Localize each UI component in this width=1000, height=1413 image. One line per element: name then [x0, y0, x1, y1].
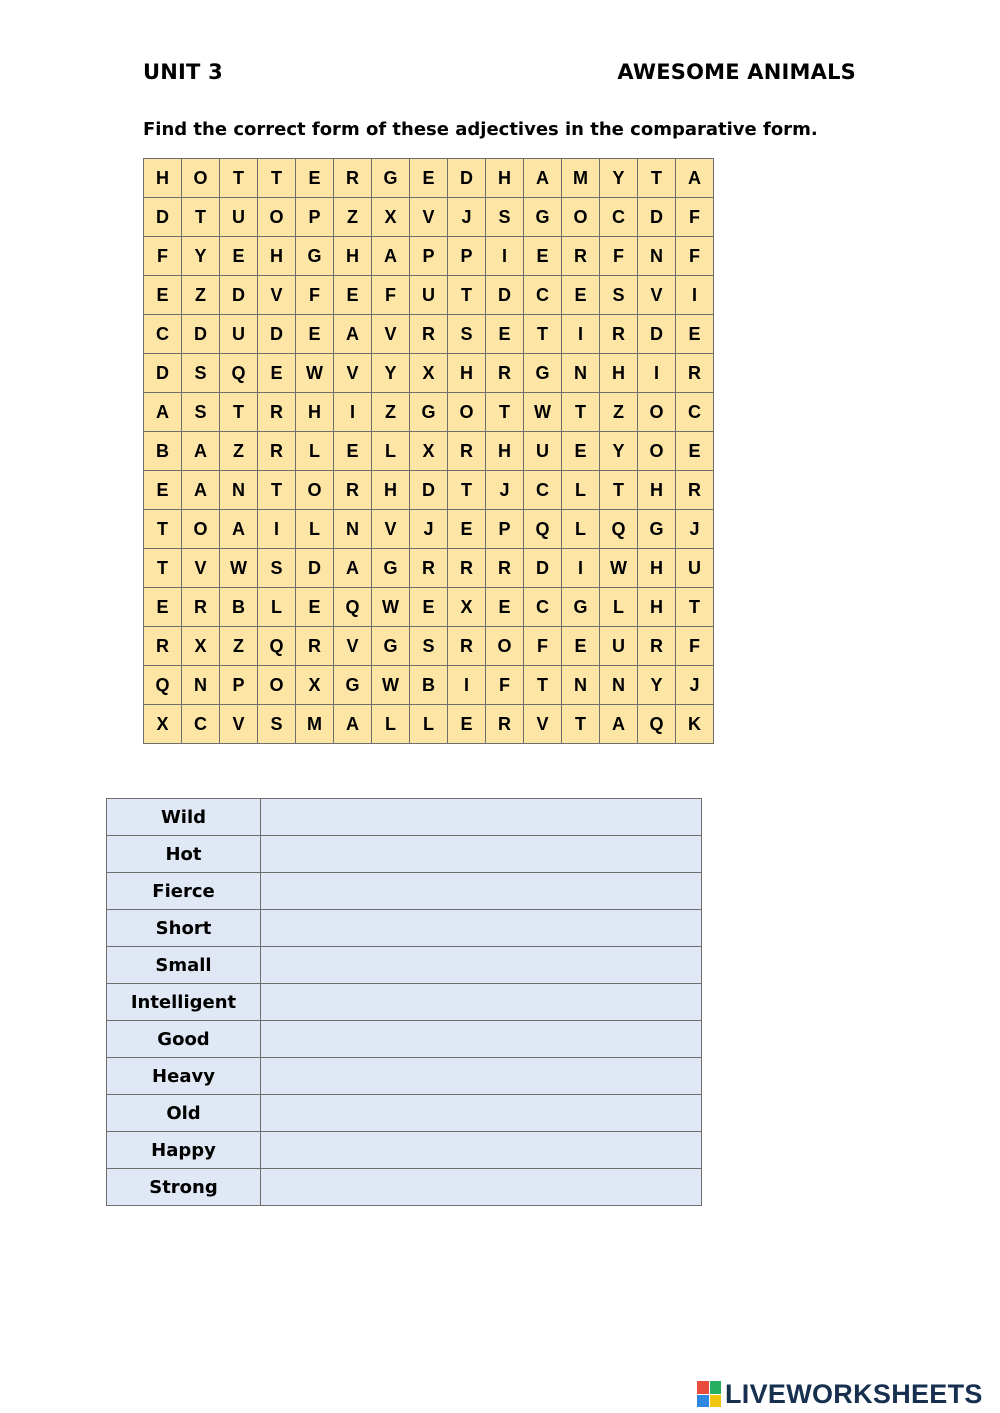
grid-letter[interactable]: F [676, 237, 714, 276]
grid-letter[interactable]: B [144, 432, 182, 471]
grid-letter[interactable]: T [448, 276, 486, 315]
grid-letter[interactable]: Y [638, 666, 676, 705]
grid-letter[interactable]: V [524, 705, 562, 744]
grid-letter[interactable]: E [296, 315, 334, 354]
grid-letter[interactable]: E [486, 315, 524, 354]
grid-letter[interactable]: Y [372, 354, 410, 393]
brand-name: LIVEWORKSHEETS [725, 1378, 983, 1409]
grid-letter[interactable]: R [676, 471, 714, 510]
grid-letter[interactable]: O [562, 198, 600, 237]
grid-letter[interactable]: X [296, 666, 334, 705]
grid-letter[interactable]: P [220, 666, 258, 705]
grid-letter[interactable]: L [562, 471, 600, 510]
adjective-label: Strong [107, 1169, 261, 1206]
grid-letter[interactable]: S [182, 393, 220, 432]
grid-letter[interactable]: Q [600, 510, 638, 549]
grid-letter[interactable]: Q [220, 354, 258, 393]
grid-letter[interactable]: I [676, 276, 714, 315]
grid-letter[interactable]: F [524, 627, 562, 666]
grid-letter[interactable]: P [410, 237, 448, 276]
grid-letter[interactable]: R [410, 315, 448, 354]
grid-letter[interactable]: F [372, 276, 410, 315]
grid-letter[interactable]: T [220, 159, 258, 198]
grid-letter[interactable]: E [410, 159, 448, 198]
grid-letter[interactable]: G [638, 510, 676, 549]
grid-letter[interactable]: F [600, 237, 638, 276]
grid-letter[interactable]: X [448, 588, 486, 627]
grid-letter[interactable]: F [676, 627, 714, 666]
grid-letter[interactable]: R [258, 393, 296, 432]
grid-row [144, 666, 714, 705]
grid-letter[interactable]: R [448, 627, 486, 666]
grid-letter[interactable]: A [334, 315, 372, 354]
grid-letter[interactable]: R [334, 471, 372, 510]
grid-letter[interactable]: Y [600, 159, 638, 198]
grid-letter[interactable]: V [372, 315, 410, 354]
grid-letter[interactable]: L [372, 432, 410, 471]
grid-letter[interactable]: A [600, 705, 638, 744]
grid-letter[interactable]: D [524, 549, 562, 588]
answer-row [107, 1169, 702, 1206]
grid-letter[interactable]: R [258, 432, 296, 471]
grid-letter[interactable]: N [334, 510, 372, 549]
grid-letter[interactable]: V [372, 510, 410, 549]
grid-letter[interactable]: P [296, 198, 334, 237]
grid-letter[interactable]: U [410, 276, 448, 315]
grid-row [144, 432, 714, 471]
grid-letter[interactable]: E [524, 237, 562, 276]
grid-letter[interactable]: W [524, 393, 562, 432]
answer-row [107, 836, 702, 873]
grid-letter[interactable]: V [182, 549, 220, 588]
grid-letter[interactable]: T [562, 705, 600, 744]
grid-letter[interactable]: A [334, 549, 372, 588]
grid-letter[interactable]: E [144, 276, 182, 315]
grid-letter[interactable]: H [372, 471, 410, 510]
grid-letter[interactable]: G [334, 666, 372, 705]
grid-letter[interactable]: T [448, 471, 486, 510]
grid-letter[interactable]: E [676, 432, 714, 471]
instruction-text: Find the correct form of these adjectives in the comparative form. [143, 119, 818, 140]
grid-letter[interactable]: I [486, 237, 524, 276]
grid-letter[interactable]: L [600, 588, 638, 627]
grid-letter[interactable]: J [676, 666, 714, 705]
grid-letter[interactable]: D [486, 276, 524, 315]
comparative-answer-field[interactable] [261, 1169, 702, 1206]
grid-letter[interactable]: Q [144, 666, 182, 705]
grid-letter[interactable]: E [486, 588, 524, 627]
grid-letter[interactable]: T [220, 393, 258, 432]
grid-letter[interactable]: T [258, 159, 296, 198]
grid-letter[interactable]: R [410, 549, 448, 588]
grid-letter[interactable]: H [638, 471, 676, 510]
grid-letter[interactable]: H [486, 159, 524, 198]
grid-letter[interactable]: H [296, 393, 334, 432]
grid-letter[interactable]: L [296, 510, 334, 549]
grid-letter[interactable]: G [410, 393, 448, 432]
adjective-label: Old [107, 1095, 261, 1132]
grid-letter[interactable]: L [410, 705, 448, 744]
grid-letter[interactable]: H [258, 237, 296, 276]
comparative-answer-field[interactable] [261, 799, 702, 836]
grid-letter[interactable]: I [562, 549, 600, 588]
grid-letter[interactable]: X [410, 432, 448, 471]
grid-letter[interactable]: X [144, 705, 182, 744]
grid-letter[interactable]: R [562, 237, 600, 276]
grid-letter[interactable]: G [372, 549, 410, 588]
grid-letter[interactable]: V [410, 198, 448, 237]
grid-letter[interactable]: M [562, 159, 600, 198]
grid-letter[interactable]: S [182, 354, 220, 393]
comparative-answer-field[interactable] [261, 1021, 702, 1058]
grid-letter[interactable]: R [448, 549, 486, 588]
grid-letter[interactable]: T [524, 666, 562, 705]
grid-letter[interactable]: M [296, 705, 334, 744]
grid-letter[interactable]: D [448, 159, 486, 198]
grid-letter[interactable]: W [220, 549, 258, 588]
grid-letter[interactable]: D [220, 276, 258, 315]
grid-row [144, 549, 714, 588]
grid-letter[interactable]: X [372, 198, 410, 237]
grid-letter[interactable]: S [448, 315, 486, 354]
grid-letter[interactable]: V [638, 276, 676, 315]
grid-letter[interactable]: Z [182, 276, 220, 315]
grid-letter[interactable]: G [562, 588, 600, 627]
grid-row [144, 159, 714, 198]
grid-letter[interactable]: B [220, 588, 258, 627]
grid-letter[interactable]: J [410, 510, 448, 549]
grid-letter[interactable]: S [410, 627, 448, 666]
grid-letter[interactable]: Z [220, 432, 258, 471]
grid-letter[interactable]: O [258, 666, 296, 705]
grid-letter[interactable]: A [182, 432, 220, 471]
grid-letter[interactable]: S [486, 198, 524, 237]
grid-letter[interactable]: D [144, 198, 182, 237]
grid-row [144, 237, 714, 276]
liveworksheets-brand [697, 1377, 983, 1411]
grid-letter[interactable]: E [562, 432, 600, 471]
grid-letter[interactable]: N [600, 666, 638, 705]
grid-letter[interactable]: N [562, 354, 600, 393]
grid-letter[interactable]: Z [220, 627, 258, 666]
grid-letter[interactable]: E [562, 627, 600, 666]
grid-letter[interactable]: A [220, 510, 258, 549]
grid-letter[interactable]: Z [372, 393, 410, 432]
grid-letter[interactable]: R [182, 588, 220, 627]
comparative-answer-field[interactable] [261, 873, 702, 910]
grid-letter[interactable]: G [296, 237, 334, 276]
grid-letter[interactable]: L [372, 705, 410, 744]
grid-letter[interactable]: P [448, 237, 486, 276]
comparative-answer-field[interactable] [261, 947, 702, 984]
grid-letter[interactable]: Q [258, 627, 296, 666]
comparative-answer-field[interactable] [261, 1058, 702, 1095]
grid-letter[interactable]: E [258, 354, 296, 393]
grid-letter[interactable]: T [258, 471, 296, 510]
grid-letter[interactable]: H [638, 549, 676, 588]
grid-letter[interactable]: B [410, 666, 448, 705]
grid-letter[interactable]: R [486, 354, 524, 393]
grid-letter[interactable]: I [258, 510, 296, 549]
grid-letter[interactable]: O [258, 198, 296, 237]
grid-letter[interactable]: T [600, 471, 638, 510]
grid-letter[interactable]: C [524, 588, 562, 627]
grid-letter[interactable]: R [676, 354, 714, 393]
grid-letter[interactable]: U [600, 627, 638, 666]
grid-letter[interactable]: E [448, 705, 486, 744]
grid-letter[interactable]: E [144, 471, 182, 510]
grid-letter[interactable]: F [144, 237, 182, 276]
answers-table [106, 798, 702, 1206]
grid-letter[interactable]: L [296, 432, 334, 471]
adjective-label: Happy [107, 1132, 261, 1169]
grid-letter[interactable]: A [372, 237, 410, 276]
grid-letter[interactable]: Z [334, 198, 372, 237]
grid-letter[interactable]: T [562, 393, 600, 432]
grid-letter[interactable]: T [486, 393, 524, 432]
answer-row [107, 1058, 702, 1095]
adjective-label: Intelligent [107, 984, 261, 1021]
grid-letter[interactable]: K [676, 705, 714, 744]
grid-letter[interactable]: V [334, 354, 372, 393]
grid-letter[interactable]: U [676, 549, 714, 588]
grid-letter[interactable]: C [524, 276, 562, 315]
comparative-answer-field[interactable] [261, 1095, 702, 1132]
grid-letter[interactable]: W [296, 354, 334, 393]
grid-letter[interactable]: L [258, 588, 296, 627]
topic-title: AWESOME ANIMALS [617, 60, 856, 84]
adjective-label: Fierce [107, 873, 261, 910]
grid-letter[interactable]: A [524, 159, 562, 198]
grid-letter[interactable]: E [296, 159, 334, 198]
grid-letter[interactable]: H [448, 354, 486, 393]
grid-letter[interactable]: T [144, 549, 182, 588]
grid-letter[interactable]: A [334, 705, 372, 744]
grid-letter[interactable]: Z [600, 393, 638, 432]
grid-letter[interactable]: D [144, 354, 182, 393]
grid-letter[interactable]: T [638, 159, 676, 198]
answer-row [107, 1095, 702, 1132]
grid-row [144, 354, 714, 393]
grid-letter[interactable]: O [638, 432, 676, 471]
grid-letter[interactable]: E [144, 588, 182, 627]
grid-letter[interactable]: J [676, 510, 714, 549]
grid-letter[interactable]: D [296, 549, 334, 588]
grid-letter[interactable]: D [182, 315, 220, 354]
comparative-answer-field[interactable] [261, 836, 702, 873]
grid-letter[interactable]: N [182, 666, 220, 705]
grid-letter[interactable]: R [334, 159, 372, 198]
grid-letter[interactable]: Y [182, 237, 220, 276]
grid-letter[interactable]: I [638, 354, 676, 393]
word-search-grid [143, 158, 714, 744]
grid-letter[interactable]: L [562, 510, 600, 549]
grid-row [144, 393, 714, 432]
grid-letter[interactable]: W [600, 549, 638, 588]
grid-letter[interactable]: R [144, 627, 182, 666]
grid-letter[interactable]: E [334, 432, 372, 471]
grid-letter[interactable]: N [638, 237, 676, 276]
comparative-answer-field[interactable] [261, 984, 702, 1021]
grid-letter[interactable]: T [524, 315, 562, 354]
grid-letter[interactable]: Q [334, 588, 372, 627]
answer-row [107, 873, 702, 910]
answer-row [107, 910, 702, 947]
grid-letter[interactable]: G [372, 627, 410, 666]
adjective-label: Hot [107, 836, 261, 873]
grid-letter[interactable]: I [334, 393, 372, 432]
grid-letter[interactable]: I [562, 315, 600, 354]
grid-letter[interactable]: G [524, 198, 562, 237]
answer-row [107, 799, 702, 836]
grid-letter[interactable]: P [486, 510, 524, 549]
grid-letter[interactable]: O [448, 393, 486, 432]
grid-letter[interactable]: I [448, 666, 486, 705]
grid-letter[interactable]: E [220, 237, 258, 276]
grid-letter[interactable]: G [524, 354, 562, 393]
adjective-label: Small [107, 947, 261, 984]
grid-letter[interactable]: Q [524, 510, 562, 549]
grid-letter[interactable]: O [486, 627, 524, 666]
grid-letter[interactable]: C [182, 705, 220, 744]
grid-row [144, 705, 714, 744]
grid-letter[interactable]: W [372, 666, 410, 705]
grid-letter[interactable]: J [486, 471, 524, 510]
grid-letter[interactable]: E [296, 588, 334, 627]
grid-letter[interactable]: C [600, 198, 638, 237]
grid-letter[interactable]: O [638, 393, 676, 432]
grid-row [144, 315, 714, 354]
grid-letter[interactable]: T [144, 510, 182, 549]
grid-letter[interactable]: R [638, 627, 676, 666]
grid-letter[interactable]: E [334, 276, 372, 315]
grid-letter[interactable]: J [448, 198, 486, 237]
grid-letter[interactable]: U [220, 198, 258, 237]
grid-letter[interactable]: X [182, 627, 220, 666]
grid-letter[interactable]: N [562, 666, 600, 705]
grid-letter[interactable]: D [258, 315, 296, 354]
grid-letter[interactable]: V [220, 705, 258, 744]
grid-letter[interactable]: R [600, 315, 638, 354]
grid-letter[interactable]: R [448, 432, 486, 471]
grid-letter[interactable]: H [638, 588, 676, 627]
comparative-answer-field[interactable] [261, 910, 702, 947]
comparative-answer-field[interactable] [261, 1132, 702, 1169]
grid-letter[interactable]: S [600, 276, 638, 315]
grid-letter[interactable]: F [676, 198, 714, 237]
grid-letter[interactable]: N [220, 471, 258, 510]
grid-letter[interactable]: R [486, 549, 524, 588]
answer-row [107, 947, 702, 984]
answer-row [107, 1021, 702, 1058]
grid-letter[interactable]: T [182, 198, 220, 237]
grid-letter[interactable]: D [410, 471, 448, 510]
adjective-label: Good [107, 1021, 261, 1058]
grid-letter[interactable]: S [258, 705, 296, 744]
grid-letter[interactable]: C [676, 393, 714, 432]
grid-row [144, 510, 714, 549]
grid-letter[interactable]: H [334, 237, 372, 276]
adjective-label: Wild [107, 799, 261, 836]
grid-letter[interactable]: O [296, 471, 334, 510]
answer-row [107, 1132, 702, 1169]
grid-letter[interactable]: E [676, 315, 714, 354]
grid-row [144, 276, 714, 315]
grid-letter[interactable]: D [638, 315, 676, 354]
grid-row [144, 471, 714, 510]
grid-letter[interactable]: F [486, 666, 524, 705]
grid-letter[interactable]: V [258, 276, 296, 315]
grid-letter[interactable]: U [524, 432, 562, 471]
grid-letter[interactable]: G [372, 159, 410, 198]
grid-letter[interactable]: Q [638, 705, 676, 744]
grid-letter[interactable]: A [144, 393, 182, 432]
grid-letter[interactable]: O [182, 510, 220, 549]
grid-row [144, 198, 714, 237]
grid-letter[interactable]: S [258, 549, 296, 588]
grid-letter[interactable]: C [144, 315, 182, 354]
grid-letter[interactable]: V [334, 627, 372, 666]
grid-letter[interactable]: R [296, 627, 334, 666]
grid-letter[interactable]: A [676, 159, 714, 198]
grid-row [144, 627, 714, 666]
liveworksheets-logo-icon [697, 1381, 721, 1407]
grid-letter[interactable]: E [562, 276, 600, 315]
grid-letter[interactable]: F [296, 276, 334, 315]
grid-letter[interactable]: Y [600, 432, 638, 471]
grid-letter[interactable]: C [524, 471, 562, 510]
adjective-label: Short [107, 910, 261, 947]
grid-letter[interactable]: O [182, 159, 220, 198]
grid-letter[interactable]: W [372, 588, 410, 627]
grid-letter[interactable]: H [144, 159, 182, 198]
grid-letter[interactable]: T [676, 588, 714, 627]
grid-letter[interactable]: X [410, 354, 448, 393]
answer-row [107, 984, 702, 1021]
grid-letter[interactable]: E [448, 510, 486, 549]
grid-letter[interactable]: D [638, 198, 676, 237]
adjective-label: Heavy [107, 1058, 261, 1095]
grid-letter[interactable]: H [486, 432, 524, 471]
grid-row [144, 588, 714, 627]
unit-label: UNIT 3 [143, 60, 223, 84]
grid-letter[interactable]: A [182, 471, 220, 510]
grid-letter[interactable]: H [600, 354, 638, 393]
grid-letter[interactable]: E [410, 588, 448, 627]
grid-letter[interactable]: R [486, 705, 524, 744]
grid-letter[interactable]: U [220, 315, 258, 354]
